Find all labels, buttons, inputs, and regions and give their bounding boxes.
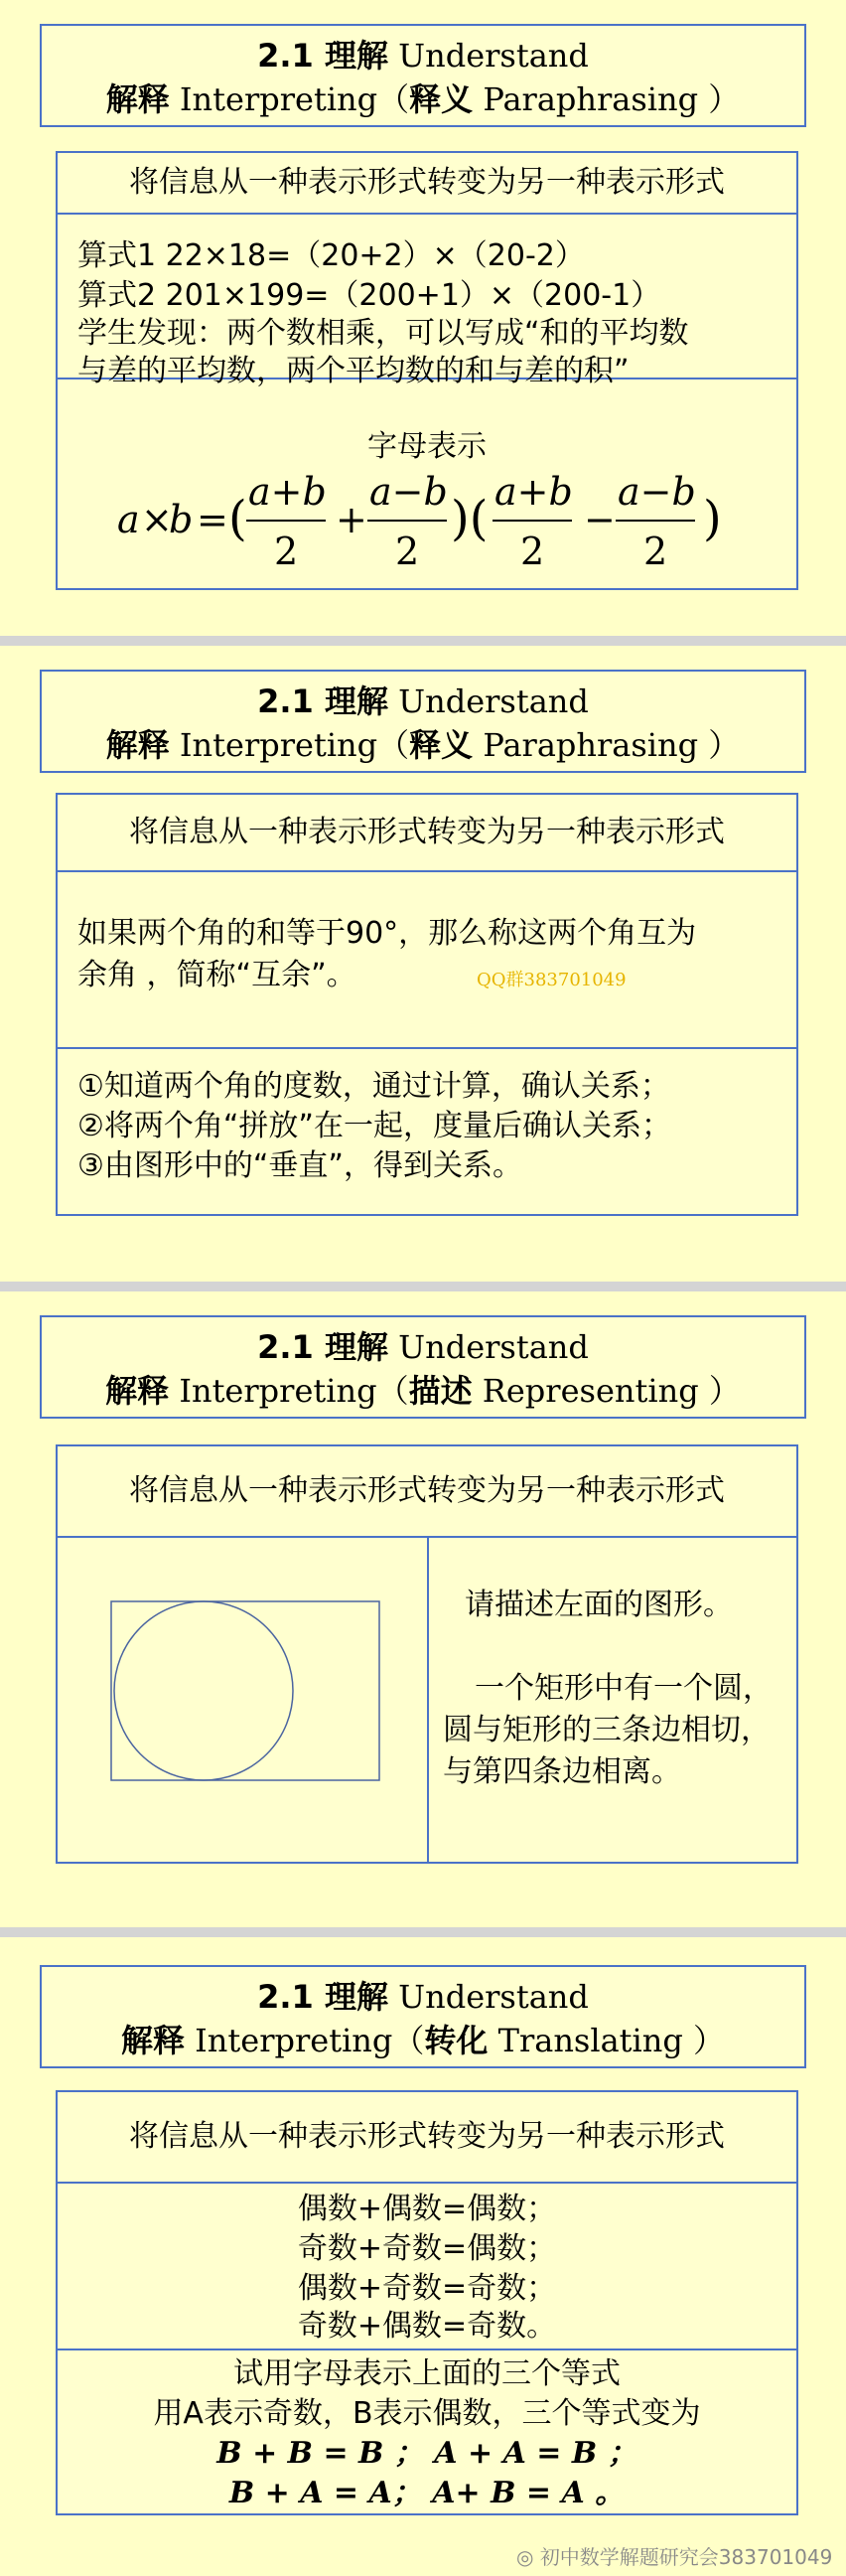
qq-watermark: QQ群383701049 (477, 970, 627, 990)
subtitle-cn2: 转化 (424, 2022, 489, 2059)
observation-line-1: 学生发现：两个数相乘，可以写成“和的平均数 (77, 316, 689, 351)
definition-line-1: 如果两个角的和等于90°，那么称这两个角互为 (77, 916, 697, 951)
svg-text:b: b (169, 498, 194, 541)
slide-title (40, 1965, 806, 2068)
subtitle-cn: 解释 (105, 1372, 170, 1410)
subtitle-cn2: 释义 (409, 80, 474, 118)
subtitle-en2: Paraphrasing ） (483, 726, 741, 764)
definition-line-2: 余角 ，简称“互余”。 (77, 958, 356, 992)
svg-text:×: × (141, 498, 173, 541)
slide-separator (0, 636, 846, 646)
svg-text:−: − (584, 498, 616, 541)
svg-text:2: 2 (520, 530, 545, 573)
subtitle-cn: 解释 (105, 726, 170, 764)
title-en: Understand (398, 1328, 589, 1366)
svg-text:2: 2 (643, 530, 668, 573)
prompt-text: 请描述左面的图形。 (465, 1588, 733, 1622)
rectangle-circle-figure (109, 1599, 383, 1784)
examples-section (58, 215, 796, 388)
slide-separator (0, 1927, 846, 1937)
title-en: Understand (398, 1978, 589, 2016)
step-1: ①知道两个角的度数，通过计算，确认关系； (77, 1069, 670, 1104)
subtitle-en: Interpreting（ (179, 726, 410, 764)
title-cn: 2.1 理解 (257, 37, 388, 75)
subtitle-en2: Representing ） (482, 1372, 741, 1410)
definition-section (58, 872, 796, 1049)
answer-line-1: 一个矩形中有一个圆， (475, 1671, 773, 1706)
observation-line-2: 与差的平均数，两个平均数的和与差的积” (77, 354, 630, 388)
slide-separator (0, 1282, 846, 1291)
answer-line-2: 圆与矩形的三条边相切， (443, 1713, 771, 1747)
figure-rectangle (111, 1601, 379, 1780)
title-cn: 2.1 理解 (257, 682, 388, 720)
slide-4 (0, 1937, 846, 2576)
content-header: 将信息从一种表示形式转变为另一种表示形式 (58, 2092, 796, 2184)
svg-text:a−b: a−b (618, 470, 696, 514)
subtitle-en2: Paraphrasing ） (483, 80, 741, 118)
title-en: Understand (398, 37, 589, 75)
content-box (56, 1444, 798, 1864)
letters-label: 字母表示 (367, 429, 487, 464)
svg-text:)(: )( (451, 491, 489, 546)
slide-3 (0, 1291, 846, 1927)
task-line-2: 用A表示奇数，B表示偶数，三个等式变为 (153, 2396, 701, 2431)
watermark-text: 初中数学解题研究会383701049 (539, 2545, 833, 2569)
subtitle-en: Interpreting（ (179, 80, 410, 118)
rule-2: 奇数+奇数=偶数； (297, 2231, 557, 2266)
svg-text:a+b: a+b (248, 470, 327, 514)
svg-text:a: a (117, 498, 140, 541)
content-header: 将信息从一种表示形式转变为另一种表示形式 (58, 153, 796, 215)
svg-text:(: ( (228, 491, 247, 546)
svg-text:a+b: a+b (494, 470, 573, 514)
answer-line-3: 与第四条边相离。 (443, 1754, 681, 1789)
subtitle-cn2: 描述 (408, 1372, 473, 1410)
subtitle-en: Interpreting（ (179, 1372, 409, 1410)
content-box (56, 151, 798, 590)
step-3: ③由图形中的“垂直”，得到关系。 (77, 1148, 522, 1183)
formula (117, 469, 753, 578)
svg-text:): ) (703, 491, 722, 546)
slide-title (40, 1315, 806, 1419)
task-line-1: 试用字母表示上面的三个等式 (233, 2356, 621, 2391)
svg-text:2: 2 (395, 530, 420, 573)
rules-section (58, 2184, 796, 2350)
content-box (56, 793, 798, 1216)
content-box (56, 2090, 798, 2515)
subtitle-en: Interpreting（ (195, 2022, 425, 2059)
rule-1: 偶数+偶数=偶数； (297, 2192, 557, 2226)
subtitle-en2: Translating ） (497, 2022, 726, 2059)
equations-line-1: B + B = B ； A + A = B ； (216, 2436, 637, 2471)
svg-text:+: + (336, 498, 367, 541)
subtitle-cn2: 释义 (409, 726, 474, 764)
slide-2 (0, 646, 846, 1282)
rule-4: 奇数+偶数=奇数。 (297, 2309, 557, 2344)
rule-3: 偶数+奇数=奇数； (297, 2271, 557, 2306)
title-cn: 2.1 理解 (257, 1978, 388, 2016)
svg-text:a−b: a−b (369, 470, 448, 514)
column-divider (427, 1538, 429, 1862)
wechat-icon: ◎ (516, 2545, 534, 2569)
slide-1 (0, 0, 846, 636)
subtitle-cn: 解释 (120, 2022, 185, 2059)
equations-line-2: B + A = A； A+ B = A 。 (228, 2476, 626, 2510)
title-en: Understand (398, 682, 589, 720)
svg-text:=: = (197, 498, 228, 541)
footer-watermark (516, 2541, 832, 2570)
slide-title (40, 24, 806, 127)
example-line-2: 算式2 201×199=（200+1）×（200-1） (77, 278, 661, 313)
content-header: 将信息从一种表示形式转变为另一种表示形式 (58, 1446, 796, 1538)
svg-text:2: 2 (274, 530, 299, 573)
content-header: 将信息从一种表示形式转变为另一种表示形式 (58, 795, 796, 872)
slide-title (40, 670, 806, 773)
subtitle-cn: 解释 (105, 80, 170, 118)
title-cn: 2.1 理解 (257, 1328, 388, 1366)
figure-circle (114, 1601, 293, 1780)
step-2: ②将两个角“拼放”在一起，度量后确认关系； (77, 1109, 671, 1143)
example-line-1: 算式1 22×18=（20+2）×（20-2） (77, 238, 585, 273)
